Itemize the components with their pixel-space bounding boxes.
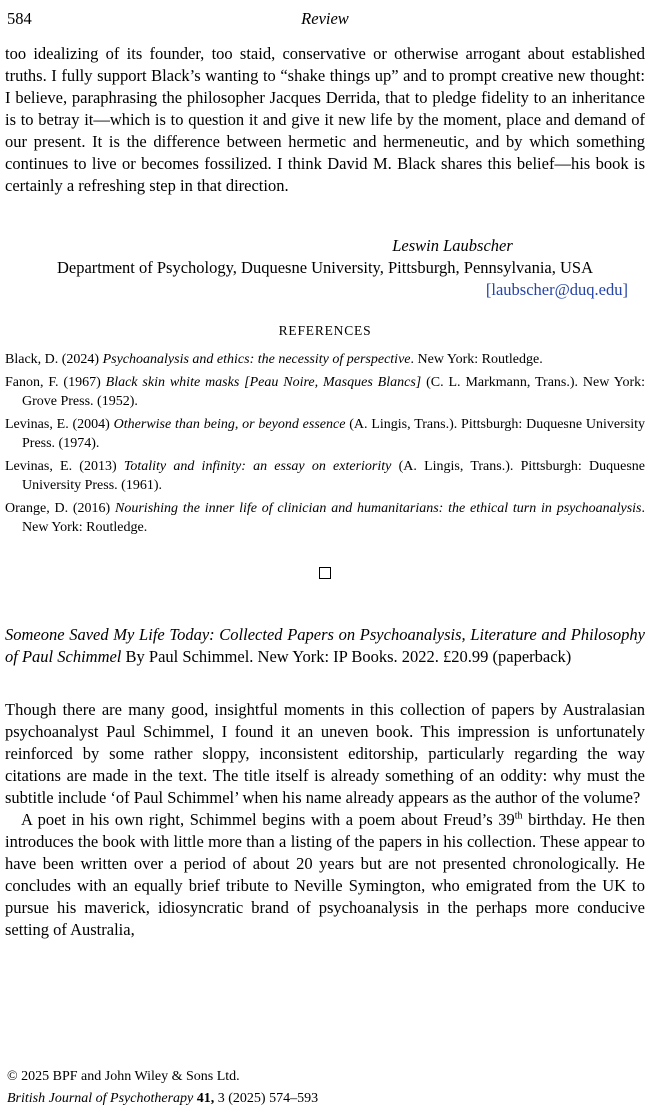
paragraph-text: birthday. He then introduces the book with little more than a listing of the papers in his collection. These appear to have been written over a period of about 20 years but are not presented chronologically. He concludes with an equally brief tribute to Neville Symington, who emigrated from the UK to pursue his maverick, idiosyncratic brand of psychoanalysis in the perhaps more conducive setting of Australia, bbox=[5, 810, 646, 939]
reference-authors: Orange, D. (2016) bbox=[5, 501, 116, 516]
reference-item bbox=[5, 415, 645, 453]
references-heading: REFERENCES bbox=[278, 323, 372, 338]
review-paragraph-2 bbox=[5, 809, 645, 941]
ordinal-superscript: th bbox=[514, 810, 523, 822]
reference-item bbox=[5, 499, 645, 537]
email-link[interactable]: [laubscher@duq.edu] bbox=[485, 280, 628, 299]
review-continuation-paragraph: too idealizing of its founder, too staid, conservative or otherwise arrogant about established truths. I fully support Black’s wanting to “shake things up” and to prompt creative new thought: I believe, paraphrasing the philosopher Jacques Derrida, that to pledge fidelity to an inheritance is to betray it—which is to question it and give it new life by the moment, place and demand of our present. It is the difference between hermetic and hermeneutic, and by which something continues to live or becomes fossilized. I think David M. Black shares this belief—his book is certainly a refreshing step in that direction. bbox=[5, 44, 645, 195]
empty-square-icon bbox=[319, 567, 331, 579]
reference-publisher: (A. Lingis, Trans.). Pittsburgh: Duquesne University Press. (1961). bbox=[22, 459, 645, 493]
book-review-heading bbox=[5, 624, 645, 668]
reference-title: Black skin white masks [Peau Noire, Masques Blancs] bbox=[105, 375, 422, 390]
book-publication-info: By Paul Schimmel. New York: IP Books. 2022. £20.99 (paperback) bbox=[121, 647, 572, 666]
reference-publisher: . New York: Routledge. bbox=[22, 501, 645, 535]
book-title: Someone Saved My Life Today: Collected Papers on Psychoanalysis, Literature and Philosophy of Paul Schimmel bbox=[5, 625, 645, 666]
volume-number: 41, bbox=[196, 1090, 215, 1106]
issue-pages: 3 (2025) 574–593 bbox=[214, 1090, 319, 1106]
reviewer-name: Leswin Laubscher bbox=[392, 236, 513, 255]
reference-authors: Fanon, F. (1967) bbox=[5, 375, 106, 390]
reference-authors: Levinas, E. (2004) bbox=[5, 417, 114, 432]
reference-list bbox=[5, 350, 645, 537]
journal-title: British Journal of Psychotherapy bbox=[7, 1090, 197, 1106]
reviewer-email-line bbox=[5, 279, 645, 301]
reference-publisher: . New York: Routledge. bbox=[410, 352, 543, 367]
reference-title: Totality and infinity: an essay on exteriority bbox=[123, 459, 392, 474]
running-head: Review bbox=[301, 9, 349, 28]
copyright-line: © 2025 BPF and John Wiley & Sons Ltd. bbox=[7, 1069, 240, 1084]
reference-item bbox=[5, 350, 645, 369]
reference-authors: Levinas, E. (2013) bbox=[5, 459, 124, 474]
reference-item bbox=[5, 457, 645, 495]
page-number: 584 bbox=[7, 9, 32, 28]
reference-title: Nourishing the inner life of clinician and humanitarians: the ethical turn in psychoanalysis bbox=[115, 501, 642, 516]
review-paragraph-1: Though there are many good, insightful moments in this collection of papers by Australasian psychoanalyst Paul Schimmel, I found it an uneven book. This impression is unfortunately reinforced by some rather sloppy, inconsistent editorship, particularly regarding the way citations are made in the text. The title itself is already something of an oddity: why must the subtitle include ‘of Paul Schimmel’ when his name already appears as the author of the volume? bbox=[5, 700, 645, 807]
reference-title: Otherwise than being, or beyond essence bbox=[113, 417, 346, 432]
reference-publisher: (C. L. Markmann, Trans.). New York: Grove Press. (1952). bbox=[22, 375, 645, 409]
reference-publisher: (A. Lingis, Trans.). Pittsburgh: Duquesne University Press. (1974). bbox=[22, 417, 645, 451]
reviewer-affiliation: Department of Psychology, Duquesne University, Pittsburgh, Pennsylvania, USA bbox=[56, 258, 594, 277]
section-divider bbox=[5, 567, 645, 582]
journal-citation-line bbox=[7, 1088, 643, 1110]
reference-item bbox=[5, 373, 645, 411]
reference-authors: Black, D. (2024) bbox=[5, 352, 103, 367]
reference-title: Psychoanalysis and ethics: the necessity of perspective bbox=[102, 352, 411, 367]
paragraph-text: A poet in his own right, Schimmel begins with a poem about Freud’s 39 bbox=[21, 810, 515, 829]
page-footer bbox=[7, 1066, 643, 1109]
signature-block bbox=[5, 235, 645, 301]
page-header bbox=[5, 8, 645, 30]
